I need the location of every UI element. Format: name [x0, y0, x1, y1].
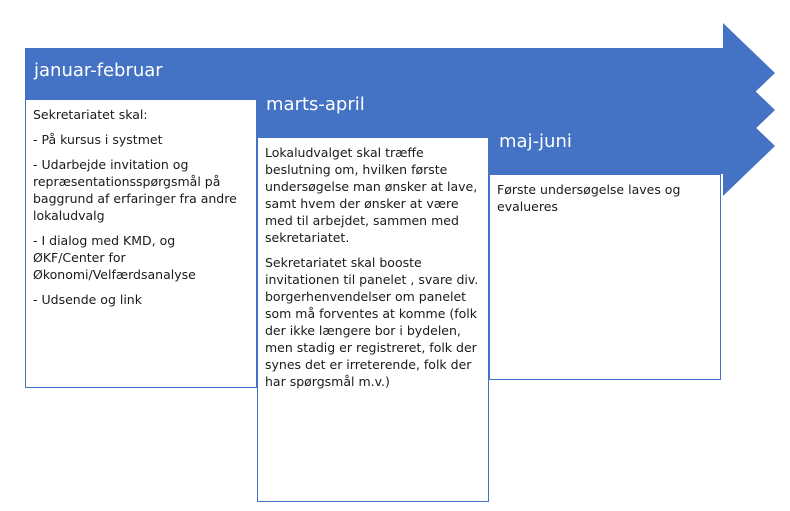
- box-paragraph: Sekretariatet skal booste invitationen til panelet , svare div. borgerhenvendelser om panelet som må forventes at komme (folk der ikke længere bor i bydelen, men stadig er registreret, folk der synes det er irreterende, folk der har spørgsmål m.v.): [265, 255, 479, 389]
- phase-box-marts-april: [257, 137, 489, 502]
- phase-title-maj-juni: maj-juni: [499, 131, 572, 152]
- box-paragraph: Lokaludvalget skal træffe beslutning om, hvilken første undersøgelse man ønsker at lave, samt hvem der ønsker at være med til arbejdet, sammen med sekretariatet.: [265, 145, 478, 245]
- box-paragraph: - På kursus i systmet: [33, 132, 163, 147]
- box-paragraph: - I dialog med KMD, og ØKF/Center for Økonomi/Velfærdsanalyse: [33, 233, 196, 282]
- phase-title-januar-februar: januar-februar: [34, 60, 163, 81]
- phase-box-maj-juni: [489, 174, 721, 380]
- phase-title-marts-april: marts-april: [266, 94, 365, 115]
- box-paragraph: Sekretariatet skal:: [33, 107, 148, 122]
- phase-box-januar-februar: [25, 99, 257, 388]
- box-paragraph: - Udsende og link: [33, 292, 142, 307]
- box-paragraph: Første undersøgelse laves og evalueres: [497, 182, 681, 214]
- box-paragraph: - Udarbejde invitation og repræsentationsspørgsmål på baggrund af erfaringer fra andre lokaludvalg: [33, 157, 237, 223]
